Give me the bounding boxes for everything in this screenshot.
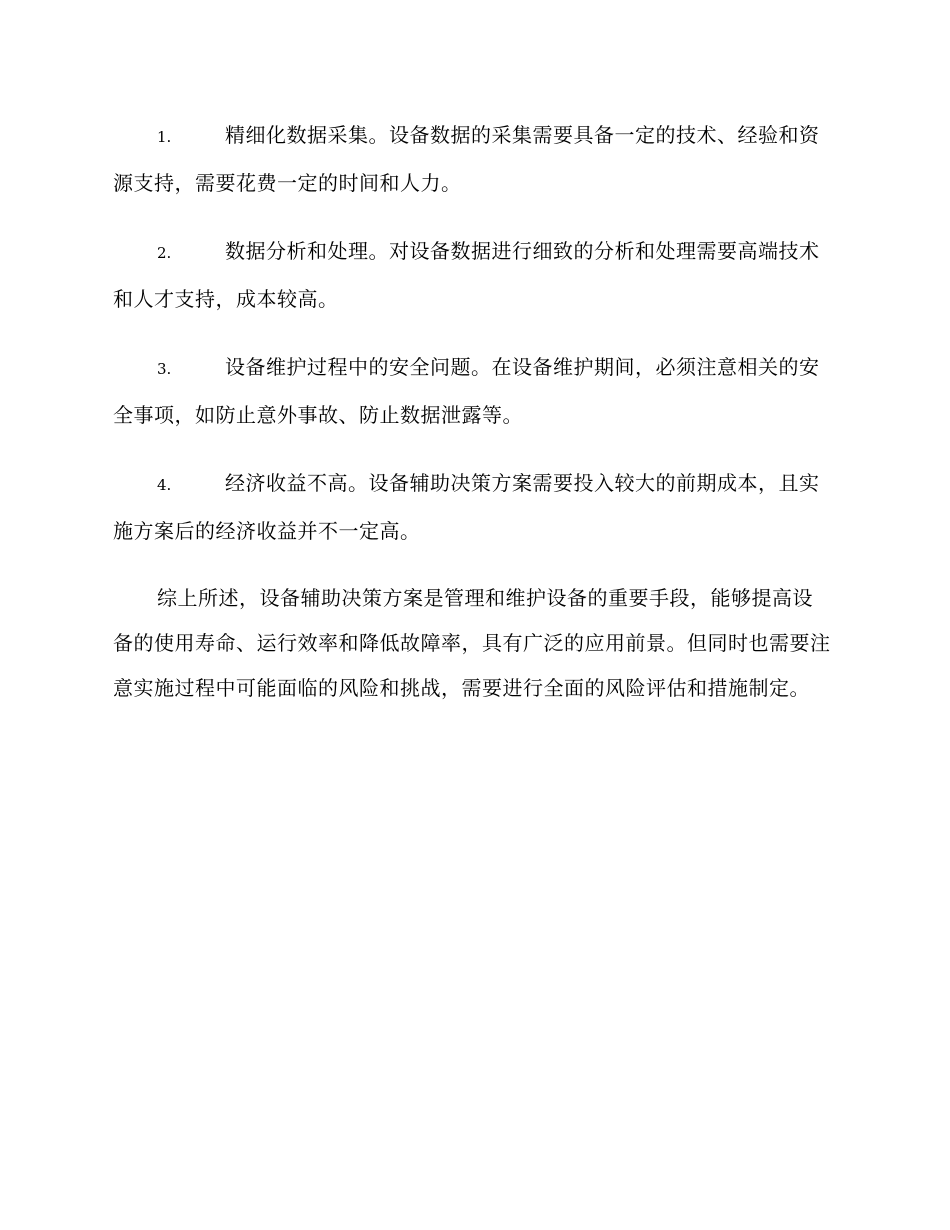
list-item-1 bbox=[113, 112, 833, 206]
list-item-number: 4. bbox=[157, 476, 172, 494]
list-item-text: 经济收益不高。设备辅助决策方案需要投入较大的前期成本，且实施方案后的经济收益并不一定高。 bbox=[113, 471, 820, 543]
list-item-text: 精细化数据采集。设备数据的采集需要具备一定的技术、经验和资源支持，需要花费一定的时间和人力。 bbox=[113, 123, 820, 195]
summary-paragraph: 综上所述，设备辅助决策方案是管理和维护设备的重要手段，能够提高设备的使用寿命、运行效率和降低故障率，具有广泛的应用前景。但同时也需要注意实施过程中可能面临的风险和挑战，需要进行全面的风险评估和措施制定。 bbox=[113, 586, 831, 700]
list-item-2 bbox=[113, 228, 833, 322]
document-body bbox=[113, 112, 833, 711]
list-item-number: 1. bbox=[157, 128, 172, 146]
list-item-number: 3. bbox=[157, 360, 172, 378]
list-item-3 bbox=[113, 344, 833, 438]
list-item-text: 数据分析和处理。对设备数据进行细致的分析和处理需要高端技术和人才支持，成本较高。 bbox=[113, 239, 820, 311]
list-item-number: 2. bbox=[157, 244, 172, 262]
list-item-4 bbox=[113, 460, 833, 554]
list-item-text: 设备维护过程中的安全问题。在设备维护期间，必须注意相关的安全事项，如防止意外事故、防止数据泄露等。 bbox=[113, 355, 820, 427]
